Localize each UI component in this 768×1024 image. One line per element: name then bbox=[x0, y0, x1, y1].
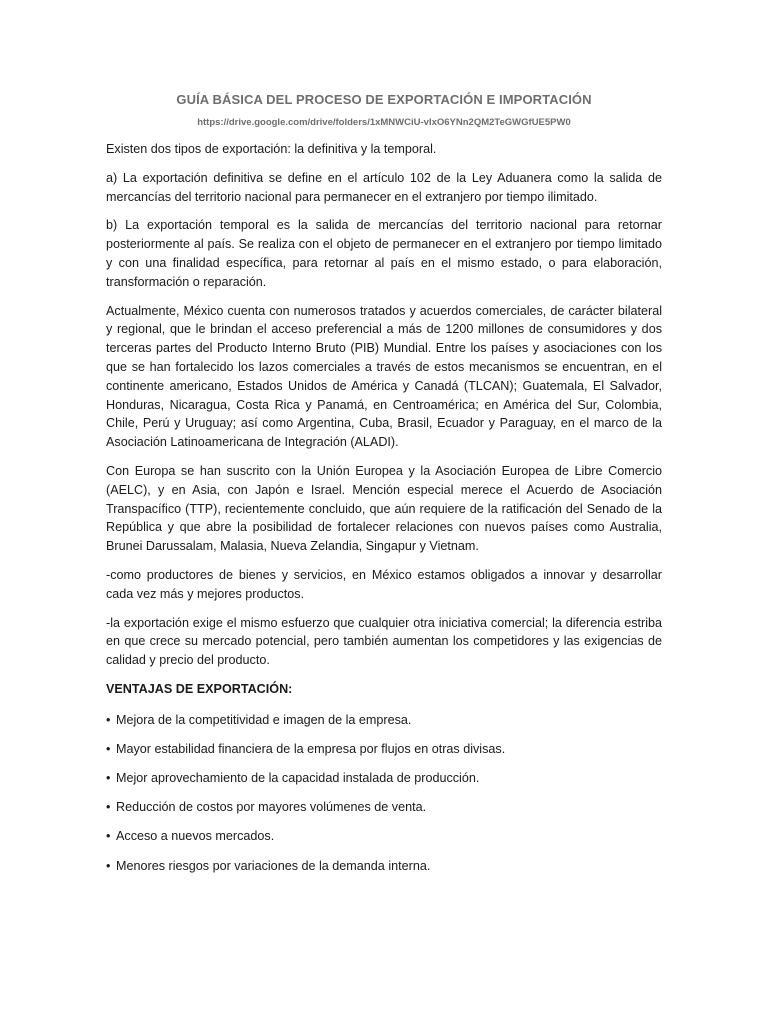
paragraph-temporary-export: b) La exportación temporal es la salida de mercancías del territorio nacional para retornar posteriormente al país. Se realiza con el objeto de permanecer en el extranjero por tiempo limitado y con una finalidad específica, para retornar al país en el mismo estado, o para elaboración, transformación o reparación. bbox=[106, 218, 662, 289]
paragraph-export-types: Existen dos tipos de exportación: la definitiva y la temporal. bbox=[106, 142, 437, 156]
list-item bbox=[106, 798, 662, 817]
drive-link[interactable]: https://drive.google.com/drive/folders/1xMNWCiU-vIxO6YNn2QM2TeGWGfUE5PW0 bbox=[197, 117, 571, 128]
section-heading-advantages: VENTAJAS DE EXPORTACIÓN: bbox=[106, 681, 293, 696]
list-item bbox=[106, 769, 662, 788]
paragraph-producers: -como productores de bienes y servicios, en México estamos obligados a innovar y desarrollar cada vez más y mejores productos. bbox=[106, 567, 662, 601]
bullet-icon: • bbox=[106, 712, 111, 727]
document-body bbox=[106, 140, 662, 886]
bullet-icon: • bbox=[106, 858, 111, 873]
bullet-icon: • bbox=[106, 771, 111, 786]
document-title: GUÍA BÁSICA DEL PROCESO DE EXPORTACIÓN E IMPORTACIÓN bbox=[176, 92, 592, 107]
list-item bbox=[106, 740, 662, 759]
list-item bbox=[106, 711, 662, 730]
paragraph-definitive-export: a) La exportación definitiva se define en el artículo 102 de la Ley Aduanera como la salida de mercancías del territorio nacional para permanecer en el extranjero por tiempo ilimitado. bbox=[106, 170, 662, 204]
paragraph-trade-agreements: Actualmente, México cuenta con numerosos tratados y acuerdos comerciales, de carácter bilateral y regional, que le brindan el acceso preferencial a más de 1200 millones de consumidores y dos terceras partes del Producto Interno Bruto (PIB) Mundial. Entre los países y asociaciones con los que se han fortalecido los lazos comerciales a través de estos mecanismos se encuentran, en el continente americano, Estados Unidos de América y Canadá (TLCAN); Guatemala, El Salvador, Honduras, Nicaragua, Costa Rica y Panamá, en Centroamérica; en América del Sur, Colombia, Chile, Perú y Uruguay; así como Argentina, Cuba, Brasil, Ecuador y Paraguay, en el marco de la Asociación Latinoamericana de Integración (ALADI). bbox=[106, 303, 662, 450]
list-item bbox=[106, 827, 662, 846]
list-item-text: Mejora de la competitividad e imagen de la empresa. bbox=[116, 712, 412, 727]
list-item bbox=[106, 857, 662, 876]
bullet-icon: • bbox=[106, 741, 111, 756]
bullet-icon: • bbox=[106, 829, 111, 844]
list-item-text: Menores riesgos por variaciones de la demanda interna. bbox=[116, 858, 431, 873]
list-item-text: Reducción de costos por mayores volúmenes de venta. bbox=[116, 800, 427, 815]
paragraph-europe-asia: Con Europa se han suscrito con la Unión Europea y la Asociación Europea de Libre Comercio (AELC), y en Asia, con Japón e Israel. Mención especial merece el Acuerdo de Asociación Transpacífico (TTP), recientemente concluido, que aún requiere de la ratificación del Senado de la República y que abre la posibilidad de fortalecer relaciones con nuevos países como Australia, Brunei Darussalam, Malasia, Nueva Zelandia, Singapur y Vietnam. bbox=[106, 463, 662, 554]
paragraph-export-effort: -la exportación exige el mismo esfuerzo que cualquier otra iniciativa comercial; la diferencia estriba en que crece su mercado potencial, pero también aumentan los competidores y las exigencias de calidad y precio del producto. bbox=[106, 615, 662, 668]
list-item-text: Mejor aprovechamiento de la capacidad instalada de producción. bbox=[116, 771, 480, 786]
list-item-text: Acceso a nuevos mercados. bbox=[116, 829, 275, 844]
list-item-text: Mayor estabilidad financiera de la empresa por flujos en otras divisas. bbox=[116, 741, 506, 756]
bullet-icon: • bbox=[106, 800, 111, 815]
